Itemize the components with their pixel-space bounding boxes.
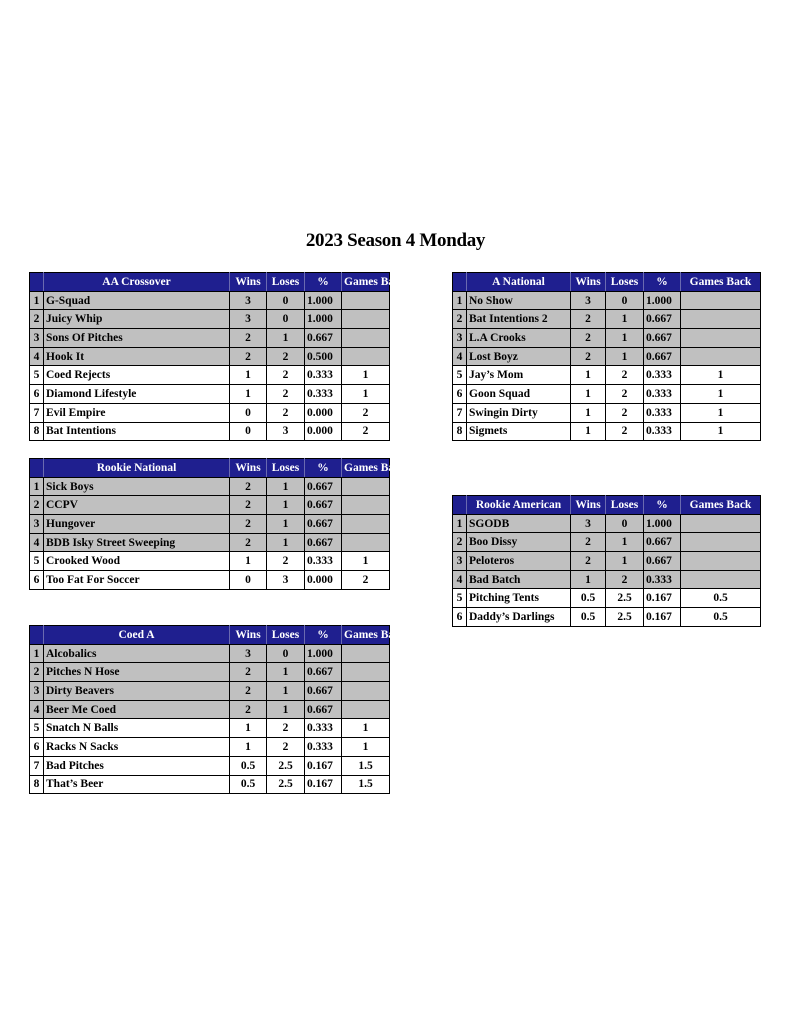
team-name-cell: Pitching Tents [467,589,571,608]
loses-header: Loses [267,626,305,645]
pct-cell: 0.667 [305,477,342,496]
wins-cell: 2 [230,700,267,719]
pct-cell: 1.000 [644,514,681,533]
pct-cell: 0.333 [305,366,342,385]
wins-cell: 0 [230,571,267,590]
table-header-row [453,273,761,292]
table-row [453,589,761,608]
loses-cell: 2 [267,403,305,422]
rank-cell: 4 [453,570,467,589]
wins-cell: 1 [230,385,267,404]
pct-cell: 0.000 [305,571,342,590]
games-back-cell: 1 [342,738,390,757]
wins-cell: 0 [230,422,267,441]
pct-cell: 0.333 [305,552,342,571]
table-row [30,515,390,534]
games-back-cell [342,663,390,682]
rank-cell: 5 [30,552,44,571]
games-back-cell [681,329,761,348]
table-row [30,385,390,404]
table-row [30,422,390,441]
rank-cell: 1 [30,291,44,310]
wins-cell: 2 [230,477,267,496]
wins-cell: 1 [571,422,606,441]
wins-cell: 3 [571,291,606,310]
pct-cell: 0.500 [305,347,342,366]
team-name-cell: Lost Boyz [467,347,571,366]
pct-cell: 0.667 [305,663,342,682]
team-name-cell: Coed Rejects [44,366,230,385]
rank-cell: 5 [453,366,467,385]
loses-cell: 1 [267,496,305,515]
games-back-cell: 1 [681,366,761,385]
loses-cell: 1 [267,663,305,682]
pct-cell: 0.667 [644,552,681,571]
page-title: 2023 Season 4 Monday [305,230,486,251]
team-name-cell: Bat Intentions [44,422,230,441]
division-name: AA Crossover [44,273,230,292]
rank-cell: 2 [30,663,44,682]
games-back-cell: 1.5 [342,775,390,794]
table-row [30,329,390,348]
team-name-cell: Sigmets [467,422,571,441]
wins-cell: 1 [230,366,267,385]
loses-header: Loses [606,273,644,292]
wins-cell: 0.5 [230,756,267,775]
games-back-cell [681,570,761,589]
team-name-cell: Dirty Beavers [44,682,230,701]
rank-cell: 3 [453,329,467,348]
table-row [453,608,761,627]
pct-cell: 0.667 [644,310,681,329]
rank-header [30,273,44,292]
pct-cell: 0.667 [305,682,342,701]
wins-cell: 2 [571,329,606,348]
games-back-cell [342,496,390,515]
table-row [30,663,390,682]
wins-header: Wins [230,273,267,292]
loses-cell: 3 [267,571,305,590]
table-row [30,403,390,422]
table-row [453,403,761,422]
loses-cell: 2.5 [267,756,305,775]
rank-cell: 4 [30,700,44,719]
games-back-header: Games Back [342,273,390,292]
loses-cell: 1 [606,310,644,329]
table-row [453,385,761,404]
games-back-cell: 0.5 [681,589,761,608]
pct-header: % [644,496,681,515]
loses-cell: 2.5 [267,775,305,794]
loses-cell: 1 [267,700,305,719]
team-name-cell: SGODB [467,514,571,533]
table-row [30,719,390,738]
team-name-cell: Snatch N Balls [44,719,230,738]
wins-header: Wins [571,496,606,515]
rank-cell: 6 [453,385,467,404]
wins-cell: 1 [230,738,267,757]
team-name-cell: Bad Pitches [44,756,230,775]
pct-header: % [305,273,342,292]
division-name: Rookie American [467,496,571,515]
standings-table-rookie-national [29,458,406,590]
pct-cell: 0.167 [644,589,681,608]
games-back-cell [342,515,390,534]
wins-cell: 0.5 [571,589,606,608]
team-name-cell: Daddy’s Darlings [467,608,571,627]
loses-cell: 0 [267,310,305,329]
loses-cell: 1 [267,477,305,496]
rank-header [453,273,467,292]
games-back-cell [342,533,390,552]
pct-cell: 1.000 [305,310,342,329]
pct-cell: 0.333 [305,385,342,404]
rank-cell: 3 [30,329,44,348]
games-back-cell [342,700,390,719]
games-back-header: Games Back [342,459,390,478]
wins-cell: 1 [571,385,606,404]
team-name-cell: Jay’s Mom [467,366,571,385]
division-name: Coed A [44,626,230,645]
wins-cell: 0.5 [571,608,606,627]
rank-cell: 4 [30,347,44,366]
loses-cell: 1 [606,347,644,366]
team-name-cell: Evil Empire [44,403,230,422]
table-row [453,329,761,348]
loses-cell: 2 [267,347,305,366]
team-name-cell: Peloteros [467,552,571,571]
games-back-cell [681,310,761,329]
team-name-cell: Hungover [44,515,230,534]
team-name-cell: Juicy Whip [44,310,230,329]
games-back-cell [342,291,390,310]
wins-cell: 1 [571,403,606,422]
loses-cell: 1 [606,552,644,571]
table-row [453,291,761,310]
games-back-cell [342,329,390,348]
wins-cell: 2 [230,496,267,515]
pct-cell: 0.000 [305,403,342,422]
pct-cell: 1.000 [305,291,342,310]
pct-cell: 0.000 [305,422,342,441]
table-row [30,552,390,571]
table-row [30,291,390,310]
rank-cell: 1 [30,644,44,663]
pct-cell: 0.333 [305,719,342,738]
team-name-cell: That’s Beer [44,775,230,794]
standings-table-aa-crossover [29,272,406,441]
wins-cell: 0.5 [230,775,267,794]
games-back-cell: 1 [342,719,390,738]
team-name-cell: CCPV [44,496,230,515]
table-row [30,571,390,590]
wins-cell: 2 [230,347,267,366]
team-name-cell: BDB Isky Street Sweeping [44,533,230,552]
team-name-cell: Pitches N Hose [44,663,230,682]
wins-cell: 3 [230,644,267,663]
wins-cell: 1 [230,552,267,571]
wins-cell: 0 [230,403,267,422]
rank-cell: 7 [30,756,44,775]
table-row [30,347,390,366]
loses-cell: 1 [606,329,644,348]
wins-header: Wins [230,626,267,645]
wins-cell: 3 [571,514,606,533]
games-back-cell: 1 [342,552,390,571]
table-row [453,533,761,552]
games-back-cell [681,291,761,310]
team-name-cell: Crooked Wood [44,552,230,571]
wins-cell: 2 [571,533,606,552]
table-row [30,477,390,496]
games-back-cell: 0.5 [681,608,761,627]
rank-cell: 2 [30,310,44,329]
rank-header [30,459,44,478]
games-back-cell [342,347,390,366]
loses-cell: 1 [267,682,305,701]
wins-cell: 2 [230,663,267,682]
table-row [453,310,761,329]
loses-cell: 2 [267,738,305,757]
pct-cell: 1.000 [305,644,342,663]
loses-cell: 2 [606,366,644,385]
rank-cell: 4 [30,533,44,552]
pct-cell: 0.667 [644,347,681,366]
rank-cell: 3 [30,515,44,534]
games-back-header: Games Back [681,496,761,515]
team-name-cell: Beer Me Coed [44,700,230,719]
standings-table-rookie-american [452,495,761,627]
pct-cell: 0.333 [644,570,681,589]
pct-cell: 1.000 [644,291,681,310]
games-back-cell: 1.5 [342,756,390,775]
table-row [30,496,390,515]
table-row [30,644,390,663]
team-name-cell: Alcobalics [44,644,230,663]
loses-cell: 2 [606,403,644,422]
loses-cell: 2.5 [606,608,644,627]
team-name-cell: Swingin Dirty [467,403,571,422]
team-name-cell: Bad Batch [467,570,571,589]
loses-cell: 3 [267,422,305,441]
pct-cell: 0.167 [305,775,342,794]
loses-cell: 0 [267,644,305,663]
rank-cell: 5 [453,589,467,608]
rank-cell: 2 [453,533,467,552]
rank-header [30,626,44,645]
pct-header: % [305,626,342,645]
games-back-cell: 1 [342,385,390,404]
table-row [30,682,390,701]
table-row [30,366,390,385]
rank-cell: 3 [30,682,44,701]
loses-cell: 0 [606,291,644,310]
pct-cell: 0.667 [305,515,342,534]
team-name-cell: Bat Intentions 2 [467,310,571,329]
wins-header: Wins [571,273,606,292]
rank-header [453,496,467,515]
games-back-cell [342,682,390,701]
rank-cell: 2 [30,496,44,515]
table-row [30,775,390,794]
pct-cell: 0.667 [644,329,681,348]
table-row [30,756,390,775]
team-name-cell: Racks N Sacks [44,738,230,757]
wins-cell: 1 [230,719,267,738]
games-back-cell [342,477,390,496]
loses-header: Loses [267,459,305,478]
wins-cell: 1 [571,570,606,589]
team-name-cell: Sick Boys [44,477,230,496]
team-name-cell: Hook It [44,347,230,366]
table-row [453,514,761,533]
table-header-row [30,626,390,645]
standings-table-a-national [452,272,761,441]
loses-cell: 2 [606,570,644,589]
rank-cell: 8 [453,422,467,441]
rank-cell: 1 [453,291,467,310]
loses-cell: 1 [267,329,305,348]
loses-header: Loses [606,496,644,515]
wins-cell: 2 [571,552,606,571]
standings-table-coed-a [29,625,406,794]
pct-header: % [305,459,342,478]
games-back-cell: 1 [681,385,761,404]
table-row [30,738,390,757]
games-back-cell [681,533,761,552]
table-row [30,700,390,719]
games-back-header: Games Back [342,626,390,645]
table-header-row [453,496,761,515]
pct-cell: 0.333 [644,385,681,404]
games-back-cell: 1 [342,366,390,385]
rank-cell: 4 [453,347,467,366]
rank-cell: 2 [453,310,467,329]
loses-cell: 0 [606,514,644,533]
loses-cell: 2 [267,719,305,738]
loses-header: Loses [267,273,305,292]
wins-cell: 2 [571,310,606,329]
loses-cell: 2 [267,552,305,571]
rank-cell: 6 [30,738,44,757]
pct-cell: 0.333 [644,403,681,422]
pct-cell: 0.167 [305,756,342,775]
loses-cell: 2.5 [606,589,644,608]
table-row [30,533,390,552]
table-row [453,422,761,441]
rank-cell: 8 [30,775,44,794]
games-back-cell [342,644,390,663]
loses-cell: 1 [267,515,305,534]
team-name-cell: Diamond Lifestyle [44,385,230,404]
wins-header: Wins [230,459,267,478]
table-row [453,366,761,385]
games-back-cell: 1 [681,422,761,441]
wins-cell: 2 [571,347,606,366]
games-back-cell: 2 [342,571,390,590]
team-name-cell: Goon Squad [467,385,571,404]
pct-cell: 0.667 [305,329,342,348]
games-back-header: Games Back [681,273,761,292]
loses-cell: 2 [606,385,644,404]
wins-cell: 3 [230,310,267,329]
rank-cell: 5 [30,366,44,385]
wins-cell: 2 [230,682,267,701]
wins-cell: 2 [230,515,267,534]
wins-cell: 3 [230,291,267,310]
games-back-cell: 2 [342,403,390,422]
rank-cell: 7 [453,403,467,422]
loses-cell: 1 [606,533,644,552]
division-name: Rookie National [44,459,230,478]
games-back-cell: 2 [342,422,390,441]
rank-cell: 6 [30,571,44,590]
pct-cell: 0.333 [644,366,681,385]
team-name-cell: L.A Crooks [467,329,571,348]
pct-cell: 0.667 [644,533,681,552]
team-name-cell: Too Fat For Soccer [44,571,230,590]
rank-cell: 8 [30,422,44,441]
games-back-cell [342,310,390,329]
wins-cell: 1 [571,366,606,385]
rank-cell: 1 [30,477,44,496]
loses-cell: 2 [267,385,305,404]
table-row [453,552,761,571]
pct-header: % [644,273,681,292]
table-header-row [30,273,390,292]
loses-cell: 2 [606,422,644,441]
games-back-cell [681,552,761,571]
rank-cell: 6 [453,608,467,627]
pct-cell: 0.667 [305,533,342,552]
team-name-cell: Sons Of Pitches [44,329,230,348]
division-name: A National [467,273,571,292]
table-row [30,310,390,329]
rank-cell: 5 [30,719,44,738]
wins-cell: 2 [230,329,267,348]
pct-cell: 0.667 [305,700,342,719]
games-back-cell [681,514,761,533]
team-name-cell: G-Squad [44,291,230,310]
loses-cell: 2 [267,366,305,385]
team-name-cell: No Show [467,291,571,310]
loses-cell: 0 [267,291,305,310]
rank-cell: 3 [453,552,467,571]
pct-cell: 0.167 [644,608,681,627]
pct-cell: 0.333 [305,738,342,757]
table-row [453,347,761,366]
table-header-row [30,459,390,478]
loses-cell: 1 [267,533,305,552]
table-row [453,570,761,589]
rank-cell: 6 [30,385,44,404]
team-name-cell: Boo Dissy [467,533,571,552]
wins-cell: 2 [230,533,267,552]
games-back-cell [681,347,761,366]
pct-cell: 0.667 [305,496,342,515]
pct-cell: 0.333 [644,422,681,441]
rank-cell: 1 [453,514,467,533]
rank-cell: 7 [30,403,44,422]
games-back-cell: 1 [681,403,761,422]
